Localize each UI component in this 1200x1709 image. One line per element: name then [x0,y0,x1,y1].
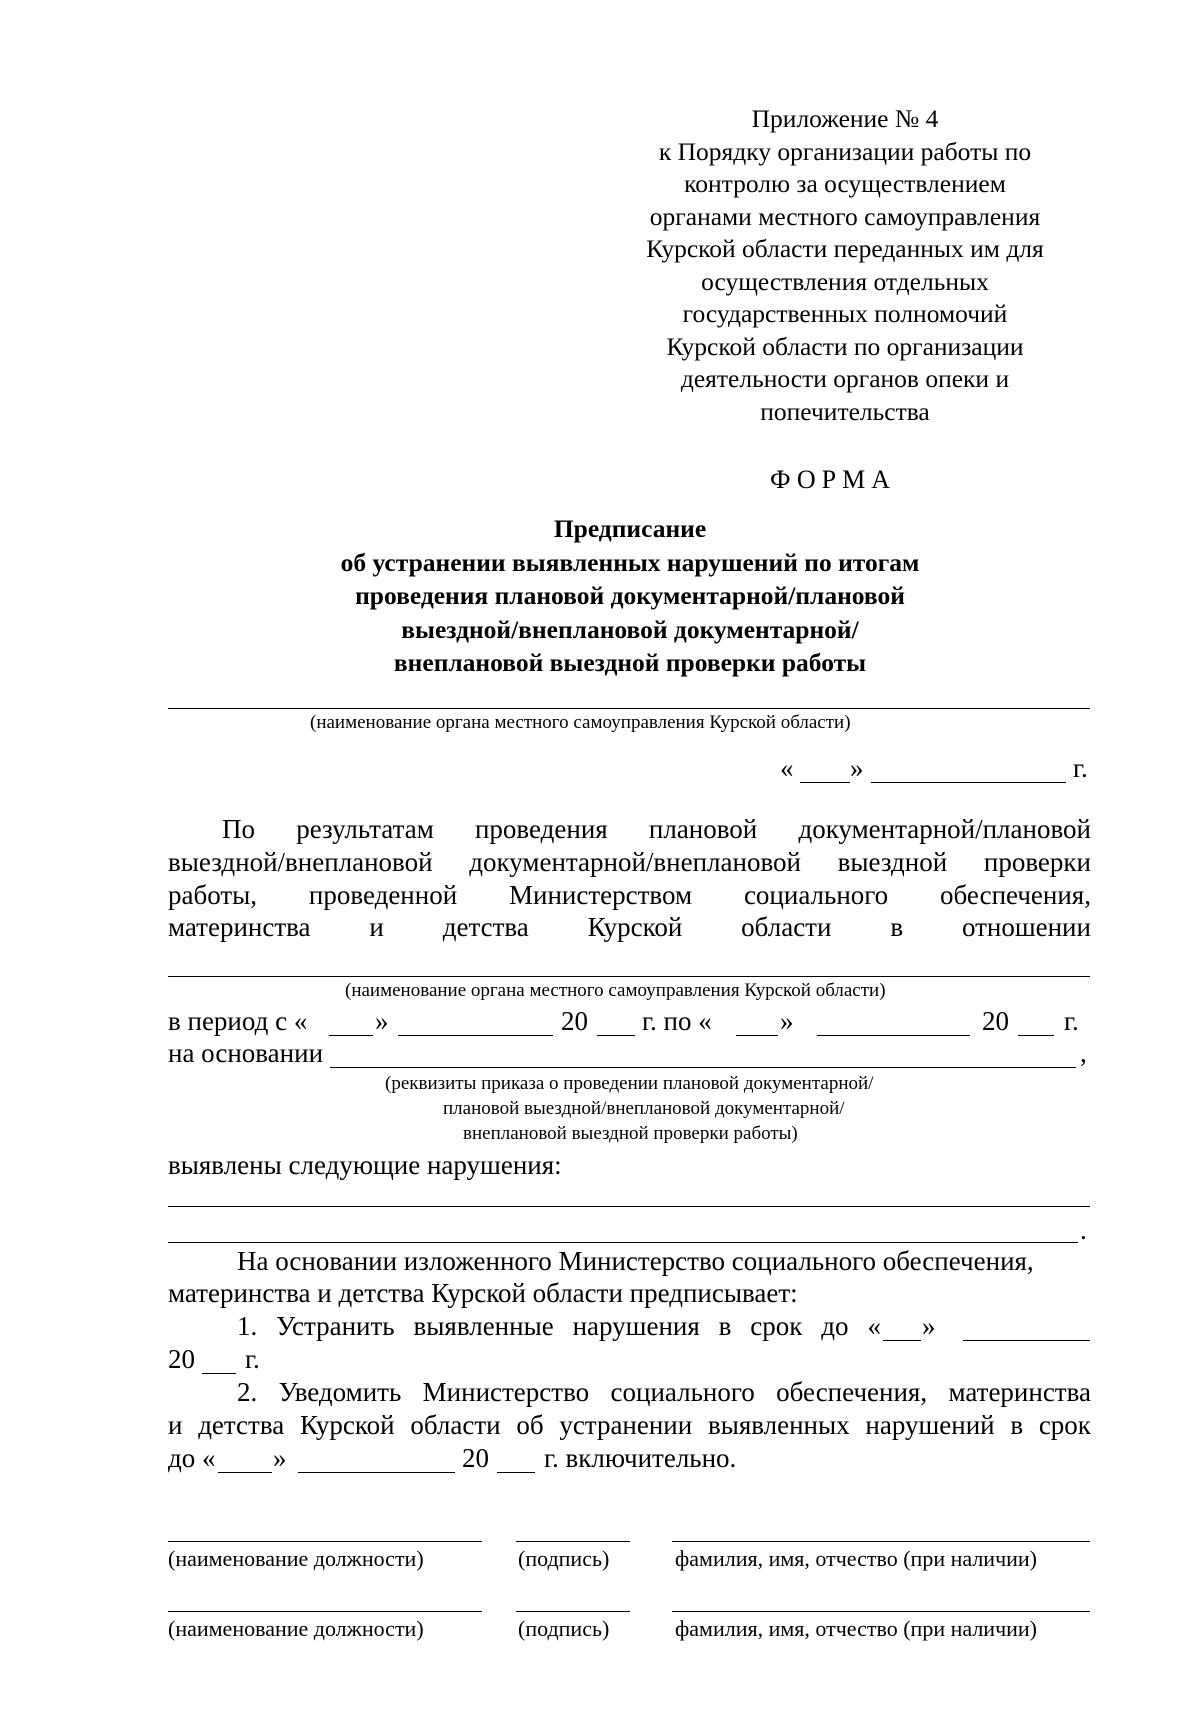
period-start-month-field[interactable] [398,1035,553,1036]
word: области [410,1410,501,1440]
full-name-caption: фамилия, имя, отчество (при наличии) [675,1546,1038,1571]
org-caption-2: (наименование органа местного самоуправления Курской области) [345,980,886,1001]
date-year-suffix: г. [1073,753,1088,783]
period-start-day-field[interactable] [329,1035,373,1036]
paragraph-line [168,880,1091,911]
word: 2. [237,1377,258,1407]
date-month-year-field[interactable] [871,782,1066,783]
appendix-header [600,103,1090,428]
word: материнства [948,1377,1091,1407]
appendix-line: попечительства [760,396,930,426]
item1-month-field[interactable] [963,1340,1090,1341]
word: детства [442,912,529,942]
word: проведенной [308,880,458,910]
signature-caption: (подпись) [518,1546,610,1571]
appendix-line: Курской области по организации [666,331,1024,361]
word: Министерство [422,1377,590,1407]
item2-line [168,1410,1091,1441]
word: проверки [983,847,1091,877]
period-twenty-2: 20 [982,1006,1009,1036]
word: работы, [168,880,258,910]
basis-comma: , [1080,1038,1087,1068]
word: и [369,912,384,942]
prescribe-line: На основании изложенного Министерство социального обеспечения, [237,1246,1034,1276]
appendix-line: государственных полномочий [682,299,1008,328]
form-label: ФОРМА [770,465,896,494]
full-name-caption: фамилия, имя, отчество (при наличии) [675,1616,1038,1641]
word: Устранить [276,1311,395,1341]
word: Курской [587,912,683,942]
signature-field[interactable] [516,1541,630,1542]
item2-year-field[interactable] [497,1472,535,1473]
violations-field-1[interactable] [168,1206,1090,1207]
appendix-line: осуществления отдельных [701,266,989,296]
word: документарной/плановой [798,814,1091,844]
word: Министерством [509,880,693,910]
position-caption: (наименование должности) [168,1616,424,1641]
date-open-quote: « [780,753,794,783]
title-line: внеплановой выездной проверки работы [393,648,867,677]
item1-suffix: г. [245,1344,260,1374]
word: области [741,912,832,942]
item1-line [237,1311,881,1342]
full-name-field[interactable] [672,1541,1090,1542]
prescribe-line: материнства и детства Курской области предписывает: [168,1278,798,1308]
date-day-field[interactable] [800,782,850,783]
word: нарушения [572,1311,700,1341]
period-start-year-field[interactable] [597,1035,635,1036]
item2-prefix: до « [168,1443,216,1473]
period-suffix: г. [1064,1006,1079,1036]
item2-month-field[interactable] [298,1472,455,1473]
word: проведения [474,814,608,844]
org-name-field[interactable] [168,708,1090,709]
period-prefix: в период с « [168,1006,308,1036]
word: 1. [237,1311,258,1341]
violations-end: . [1080,1215,1087,1245]
signature-field[interactable] [516,1611,630,1612]
item1-close-quote: » [922,1311,936,1341]
word: устранении [559,1410,693,1440]
signature-caption: (подпись) [518,1616,610,1641]
item2-close-quote: » [273,1443,287,1473]
position-field[interactable] [168,1611,482,1612]
item1-day-field[interactable] [883,1340,921,1341]
word: нарушений [865,1410,995,1440]
date-close-quote: » [850,753,864,783]
basis-label: на основании [168,1038,324,1068]
word: социального [610,1377,755,1407]
word: в [718,1311,732,1341]
word: плановой [648,814,758,844]
word: обеспечения, [776,1377,928,1407]
appendix-line: Приложение № 4 [751,104,939,133]
position-caption: (наименование должности) [168,1546,424,1571]
word: По [222,814,255,844]
item2-year: 20 [462,1443,489,1473]
order-caption-line: плановой выездной/внеплановой документарной/ [443,1098,845,1119]
violations-label: выявлены следующие нарушения: [168,1150,562,1180]
appendix-line: деятельности органов опеки и [680,364,1010,393]
word: и [168,1410,183,1440]
item1-year: 20 [168,1344,195,1374]
appendix-line: Курской области переданных им для [646,234,1044,263]
item2-suffix: г. включительно. [544,1443,737,1473]
period-mid: г. по « [642,1006,712,1036]
basis-field[interactable] [330,1067,1076,1068]
document-title [170,512,1090,680]
word: выездной/внеплановой [168,847,433,877]
title-line: Предписание [553,514,707,543]
period-end-year-field[interactable] [1018,1035,1054,1036]
violations-field-2[interactable] [168,1242,1078,1243]
item2-line [237,1377,1091,1408]
word: « [867,1311,881,1341]
title-line: об устранении выявленных нарушений по итогам [340,547,920,577]
position-field[interactable] [168,1541,482,1542]
period-twenty-1: 20 [561,1006,588,1036]
appendix-line: контролю за осуществлением [684,169,1006,198]
word: срок [1038,1410,1091,1440]
period-close-quote-1: » [375,1006,389,1036]
paragraph-line [168,912,1091,943]
appendix-line: к Порядку организации работы по [658,136,1032,166]
word: результатам [296,814,434,844]
order-caption-line: внеплановой выездной проверки работы) [463,1123,798,1144]
title-line: проведения плановой документарной/плановой [355,581,905,610]
word: выездной [837,847,948,877]
word: социального [743,880,889,910]
org-caption: (наименование органа местного самоуправления Курской области) [310,712,851,733]
period-end-month-field[interactable] [817,1035,970,1036]
word: отношении [961,912,1091,942]
title-line: выездной/внеплановой документарной/ [401,614,859,644]
word: Уведомить [278,1377,402,1407]
word: Курской [299,1410,395,1440]
item1-year-field[interactable] [202,1373,236,1374]
word: об [516,1410,544,1440]
order-caption-line: (реквизиты приказа о проведении плановой документарной/ [385,1073,874,1094]
word: документарной/внеплановой [469,847,801,877]
paragraph-line [222,814,1091,845]
word: выявленные [413,1311,554,1341]
full-name-field[interactable] [672,1611,1090,1612]
item2-day-field[interactable] [218,1472,272,1473]
word: детства [198,1410,285,1440]
word: обеспечения, [940,880,1091,910]
word: в [1010,1410,1024,1440]
org-name-field-2[interactable] [168,976,1090,977]
paragraph-line [168,847,1091,878]
period-close-quote-2: » [780,1006,794,1036]
word: срок [750,1311,803,1341]
word: до [821,1311,849,1341]
word: в [890,912,904,942]
word: материнства [168,912,311,942]
period-end-day-field[interactable] [736,1035,778,1036]
appendix-line: органами местного самоуправления [649,201,1041,231]
word: выявленных [707,1410,850,1440]
